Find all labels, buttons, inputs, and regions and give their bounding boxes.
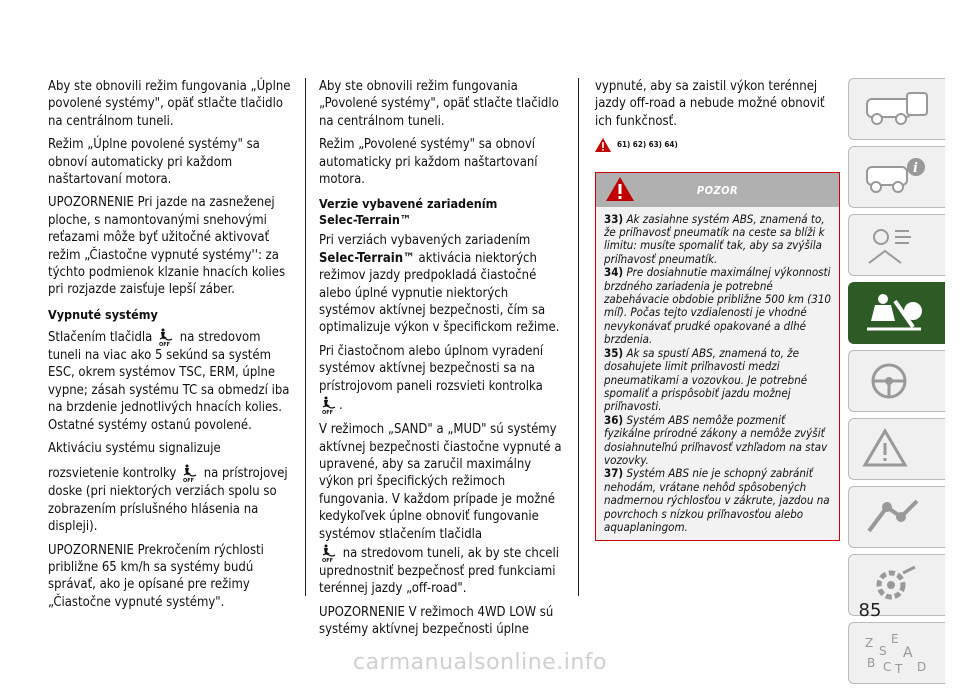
tab-info[interactable]: [848, 146, 945, 208]
esc-off-icon: [158, 327, 174, 347]
paragraph-text: V režimoch „SAND" a „MUD" sú systémy aktívnej bezpečnosti čiastočne vypnuté a upravené, aby sa zaručil maximálny výkon pri špecifických režimoch fungovania. V každom prípade je možné kedykoľvek úplne obnoviť fungovanie systémov stlačením tlačidla: [319, 422, 562, 542]
warning-number: 34): [604, 265, 624, 280]
warning-number: 36): [604, 412, 624, 427]
tab-dashboard[interactable]: [848, 78, 945, 140]
svg-text:OFF: OFF: [182, 478, 195, 484]
paragraph-text: .: [339, 398, 343, 414]
paragraph: [48, 463, 294, 535]
warning-item: [604, 414, 831, 468]
paragraph: UPOZORNENIE Prekročením rýchlosti približne 65 km/h sa systémy budú správať, ako je opísané pre režimy „Čiastočne vypnuté systémy".: [48, 542, 264, 610]
warning-triangle-icon: [595, 138, 611, 152]
warning-text: Ak zasiahne systém ABS, znamená to, že priľnavosť pneumatík na ceste sa blíži k limitu: musíte spomaliť tak, aby sa zvýšila priľnavosť pneumatík.: [604, 211, 825, 266]
column-1: [48, 78, 294, 617]
paragraph: UPOZORNENIE V režimoch 4WD LOW sú systémy aktívnej bezpečnosti úplne: [319, 604, 554, 638]
section-heading: Vypnuté systémy: [48, 306, 158, 322]
paragraph: Aby ste obnovili režim fungovania „Povolené systémy", opäť stlačte tlačidlo na centrálnom tuneli.: [319, 79, 559, 129]
svg-text:D: D: [917, 660, 927, 674]
paragraph-text: na stredovom tuneli, ak by ste chceli uprednostniť bezpečnosť pred funkciami terénnej jazdy „off-road".: [319, 545, 559, 597]
paragraph-text: Pri čiastočnom alebo úplnom vyradení systémov aktívnej bezpečnosti sa na prístrojovom paneli rozsvieti kontrolka: [319, 343, 544, 394]
warning-number: 37): [604, 466, 624, 481]
paragraph: [319, 343, 565, 415]
column-divider: [578, 78, 579, 596]
paragraph: Aby ste obnovili režim fungovania „Úplne povolené systémy", opäť stlačte tlačidlo na centrálnom tuneli.: [48, 79, 291, 129]
svg-text:S: S: [879, 644, 887, 658]
tab-emergency[interactable]: [848, 486, 945, 548]
paragraph: [319, 421, 565, 598]
tab-safety[interactable]: [848, 282, 945, 344]
paragraph-text: na prístrojovej doske (pri niektorých verziách spolu so zobrazením príslušného hlásenia na displeji).: [48, 466, 288, 535]
paragraph-text: aktivácia niektorých režimov jazdy predpokladá čiastočné alebo úplné vypnutie niektorých systémov aktívnej bezpečnosti, čím sa optimalizuje výkon v špecifickom režime.: [319, 250, 560, 336]
warning-text: Systém ABS nemôže pozmeniť fyzikálne prírodné zákony a nemôže zvýšiť dosiahnuteľnú priľnavosť vzhľadom na stav vozovky.: [604, 412, 828, 467]
warning-text: Systém ABS nie je schopný zabrániť nehodám, vrátane nehôd spôsobených nadmernou rýchlosťou v zákrute, jazdou na povrchoch s nízkou priľnavosťou alebo aquaplaningom.: [604, 466, 830, 534]
reference-numbers: 61) 62) 63) 64): [617, 140, 678, 150]
warning-number: 35): [604, 345, 624, 360]
section-heading-line: Verzie vybavené zariadením: [319, 196, 498, 212]
esc-off-icon: [182, 463, 198, 483]
reference-list: [595, 136, 840, 153]
svg-text:C: C: [883, 660, 892, 674]
page-number: 85: [858, 600, 882, 621]
svg-text:OFF: OFF: [322, 557, 334, 563]
warning-text: Ak sa spustí ABS, znamená to, že dosahujete limit priľnavosti medzi pneumatikami a vozovkou. Je potrebné spomaliť a prispôsobiť jazdu možnej priľnavosti.: [604, 345, 808, 414]
paragraph: [319, 232, 565, 336]
paragraph: [48, 327, 294, 434]
tab-lights[interactable]: [848, 214, 945, 276]
paragraph: Režim „Úplne povolené systémy" sa obnoví automaticky pri každom naštartovaní motora.: [48, 137, 260, 188]
paragraph: Aktiváciu systému signalizuje: [48, 440, 221, 456]
svg-text:Z: Z: [865, 636, 874, 650]
paragraph-text: na stredovom tuneli na viac ako 5 sekúnd sa systém ESC, okrem systémov TSC, ERM, úplne vypne; zásah systému TC sa obmedzí iba na brzdenie jednotlivých hnacích kolies. Ostatné systémy ostanú povolené.: [48, 329, 290, 433]
warning-text: Pre dosiahnutie maximálnej výkonnosti brzdného zariadenia je potrebné zabehávacie obdobie približne 500 km (310 míľ). Počas tejto vzdialenosti je vhodné nevykonávať prudké opakované a dlhé brzdenia.: [604, 265, 831, 347]
tab-driving[interactable]: [848, 350, 945, 412]
svg-text:E: E: [891, 632, 899, 646]
svg-text:OFF: OFF: [159, 341, 171, 347]
paragraph: vypnuté, aby sa zaistil výkon terénnej jazdy off-road a nebude možné obnoviť ich funkčnosť.: [595, 79, 825, 129]
paragraph-text: Pri verziách vybavených zariadením: [319, 233, 531, 249]
warning-item: [604, 467, 831, 534]
warning-body: [596, 207, 839, 541]
svg-text:B: B: [867, 656, 876, 670]
svg-text:T: T: [895, 662, 903, 675]
warning-item: [604, 213, 831, 267]
esc-off-icon: [321, 395, 337, 415]
paragraph-bold: Selec-Terrain™: [319, 250, 415, 266]
column-2: [319, 78, 565, 645]
paragraph: UPOZORNENIE Pri jazde na zasneženej ploche, s namontovanými snehovými reťazami môže byť užitočné aktivovať režim „Čiastočne vypnuté systémy'': za týchto podmienok klzanie hnacích kolies pri rozjazde zaisťuje lepší záber.: [48, 195, 286, 298]
svg-text:i: i: [913, 161, 918, 176]
column-3: [595, 78, 840, 541]
paragraph: Režim „Povolené systémy" sa obnoví automaticky pri každom naštartovaní motora.: [319, 137, 538, 188]
tab-warning-lights[interactable]: [848, 418, 945, 480]
chapter-tabs: [848, 78, 960, 690]
watermark: carmanualsonline.info: [353, 650, 607, 675]
esc-off-icon: [321, 543, 337, 563]
paragraph-text: rozsvietenie kontrolky: [48, 466, 177, 482]
warning-item: [604, 347, 831, 414]
section-heading-line: Selec-Terrain™: [319, 212, 412, 228]
section-heading: [319, 196, 565, 228]
warning-title: POZOR: [696, 183, 739, 197]
column-divider: [305, 78, 306, 596]
paragraph-text: Stlačením tlačidla: [48, 329, 153, 345]
warning-number: 33): [604, 211, 624, 226]
warning-item: [604, 266, 831, 346]
warning-header: [596, 173, 839, 207]
svg-text:OFF: OFF: [322, 410, 334, 416]
warning-box: [595, 172, 840, 542]
svg-text:A: A: [903, 645, 913, 661]
